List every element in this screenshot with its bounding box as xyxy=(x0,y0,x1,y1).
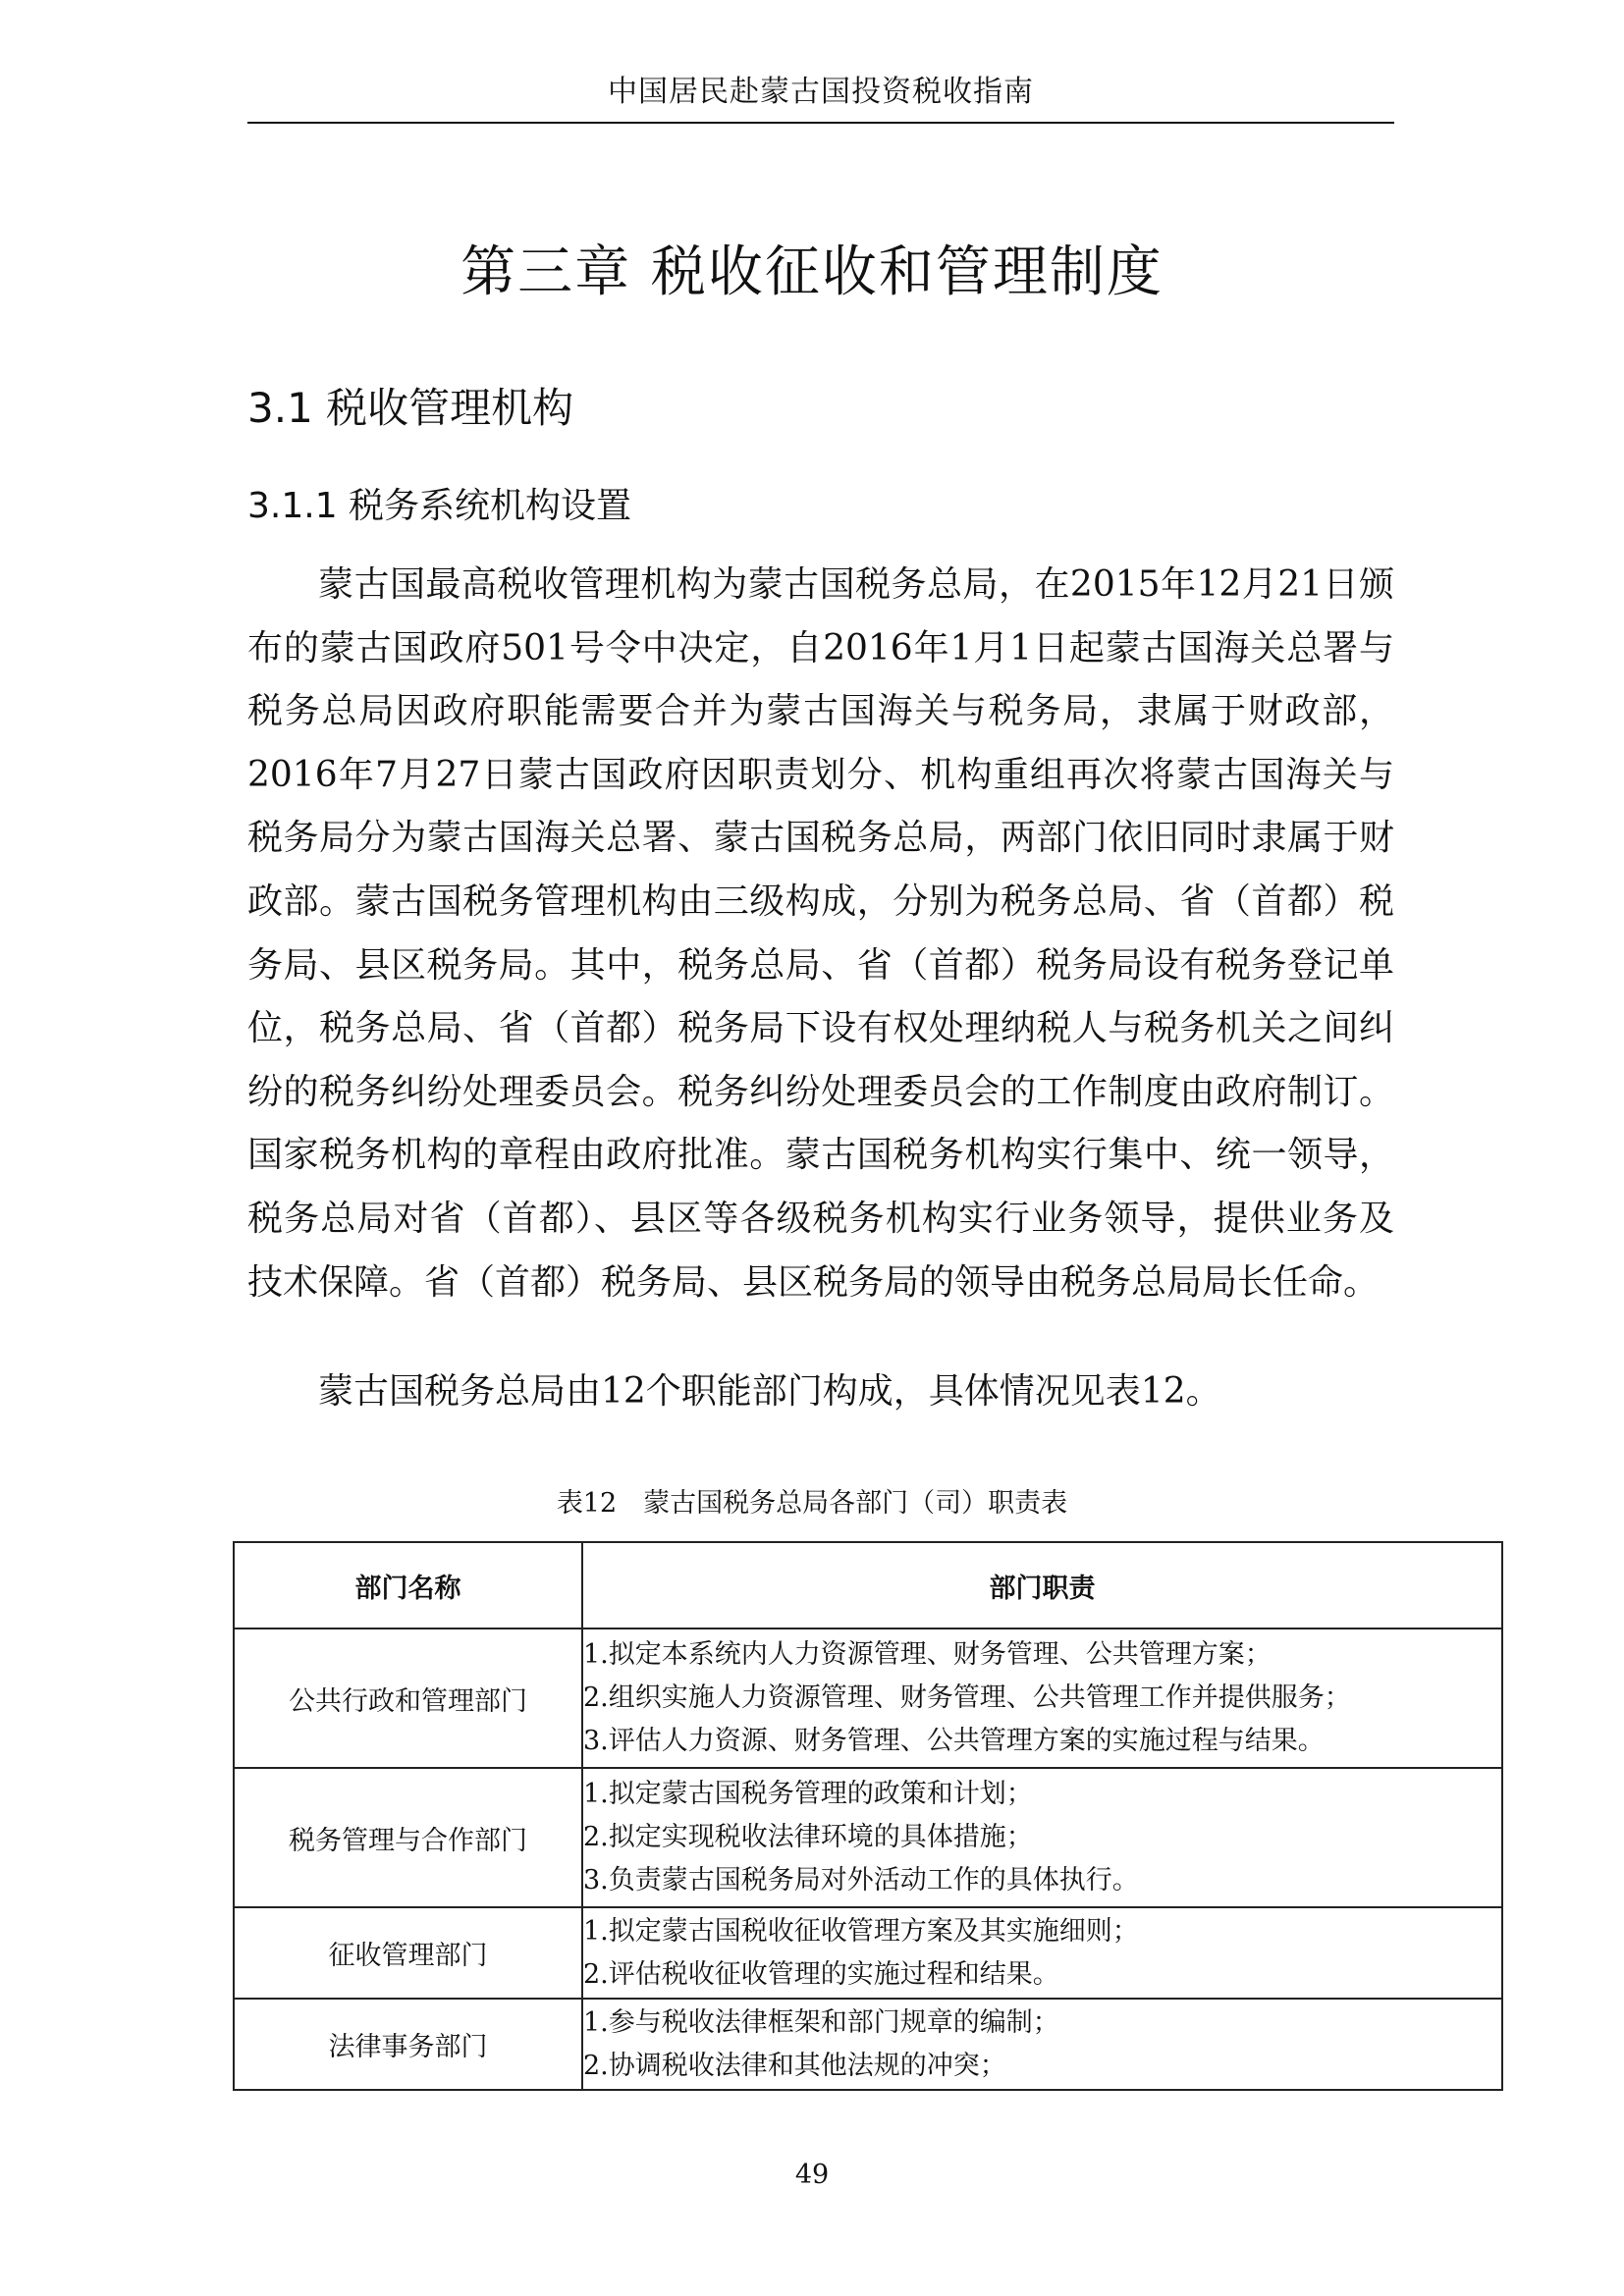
table-row xyxy=(234,1999,1502,2090)
table-row xyxy=(234,1629,1502,1768)
duty-item: 1.拟定蒙古国税务管理的政策和计划； xyxy=(583,1779,1033,1809)
department-duties-table xyxy=(233,1541,1503,2091)
department-name: 法律事务部门 xyxy=(234,1999,582,2090)
duty-item: 2.评估税收征收管理的实施过程和结果。 xyxy=(583,1958,1059,1990)
page-header: 中国居民赴蒙古国投资税收指南 xyxy=(608,75,1034,109)
column-header-duties: 部门职责 xyxy=(582,1542,1502,1629)
duty-item: 2.组织实施人力资源管理、财务管理、公共管理工作并提供服务； xyxy=(583,1682,1351,1713)
body-paragraph: 蒙古国税务总局由12个职能部门构成，具体情况见表12。 xyxy=(318,1371,1221,1412)
column-header-department: 部门名称 xyxy=(234,1542,582,1629)
department-name: 税务管理与合作部门 xyxy=(234,1768,582,1907)
table-row xyxy=(234,1907,1502,1999)
body-paragraph: 蒙古国最高税收管理机构为蒙古国税务总局，在2015年12月21日颁布的蒙古国政府501号令中决定，自2016年1月1日起蒙古国海关总署与税务总局因政府职能需要合并为蒙古国海关与税务局，隶属于财政部，2016年7月27日蒙古国政府因职责划分、机构重组再次将蒙古国海关与税务局分为蒙古国海关总署、蒙古国税务总局，两部门依旧同时隶属于财政部。蒙古国税务管理机构由三级构成，分别为税务总局、省（首都）税务局、县区税务局。其中，税务总局、省（首都）税务局设有税务登记单位，税务总局、省（首都）税务局下设有权处理纳税人与税务机关之间纠纷的税务纠纷处理委员会。税务纠纷处理委员会的工作制度由政府制订。国家税务机构的章程由政府批准。蒙古国税务机构实行集中、统一领导，税务总局对省（首都）、县区等各级税务机构实行业务领导，提供业务及技术保障。省（首都）税务局、县区税务局的领导由税务总局局长任命。 xyxy=(247,564,1394,1303)
duty-item: 1.参与税收法律框架和部门规章的编制； xyxy=(583,2006,1059,2038)
table-row xyxy=(234,1768,1502,1907)
duty-item: 1.拟定本系统内人力资源管理、财务管理、公共管理方案； xyxy=(583,1639,1272,1670)
page-number: 49 xyxy=(794,2160,830,2190)
chapter-title: 第三章 税收征收和管理制度 xyxy=(460,240,1164,304)
header-rule xyxy=(247,122,1394,124)
duty-item: 2.协调税收法律和其他法规的冲突； xyxy=(583,2050,1006,2081)
subsection-title: 3.1.1 税务系统机构设置 xyxy=(247,486,632,526)
department-name: 征收管理部门 xyxy=(234,1907,582,1999)
table-caption: 表12 蒙古国税务总局各部门（司）职责表 xyxy=(556,1488,1068,1519)
section-title: 3.1 税收管理机构 xyxy=(247,384,574,432)
duty-item: 3.评估人力资源、财务管理、公共管理方案的实施过程与结果。 xyxy=(583,1726,1325,1756)
duty-item: 1.拟定蒙古国税收征收管理方案及其实施细则； xyxy=(583,1915,1139,1947)
department-duties xyxy=(582,1768,1502,1907)
table-header-row xyxy=(234,1542,1502,1629)
department-duties xyxy=(582,1999,1502,2090)
department-name: 公共行政和管理部门 xyxy=(234,1629,582,1768)
department-duties xyxy=(582,1629,1502,1768)
department-duties xyxy=(582,1907,1502,1999)
duty-item: 2.拟定实现税收法律环境的具体措施； xyxy=(583,1822,1033,1852)
duty-item: 3.负责蒙古国税务局对外活动工作的具体执行。 xyxy=(583,1865,1139,1896)
